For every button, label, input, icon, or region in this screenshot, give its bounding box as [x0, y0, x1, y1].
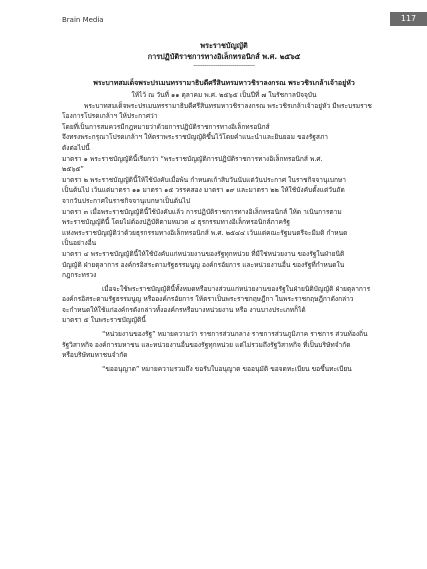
- definition-line: หรือบริษัทมหาชนจำกัด: [62, 351, 128, 360]
- royal-name-heading: พระบาทสมเด็จพระปรเมนทรรามาธิบดีศรีสินทรมหาวชิราลงกรณ พระวชิรเกล้าเจ้าอยู่หัว: [93, 79, 355, 87]
- section-4-line: บัญญัติ ฝ่ายตุลาการ องค์กรอิสระตามรัฐธรรมนูญ องค์กรอัยการ และหน่วยงานอื่น ของรัฐที่กำหนดใน: [62, 260, 345, 269]
- preamble-line: ดังต่อไปนี้: [62, 143, 90, 152]
- title-divider: ---------------------------------: [193, 62, 255, 69]
- document-subtitle: การปฏิบัติราชการทางอิเล็กทรอนิกส์ พ.ศ. ๒๕๖๕: [147, 52, 301, 61]
- section-4-para-2-line: องค์กรอิสระตามรัฐธรรมนูญ หรือองค์กรอัยการ ให้ตราเป็นพระราชกฤษฎีกา ในพระราชกฤษฎีกาดังกล่าว: [62, 295, 354, 304]
- definition-line: “หน่วยงานของรัฐ” หมายความว่า ราชการส่วนกลาง ราชการส่วนภูมิภาค ราชการ ส่วนท้องถิ่น: [102, 330, 368, 339]
- section-4-line: กฎกระทรวง: [62, 271, 97, 280]
- section-2-line: เป็นต้นไป เว้นแต่มาตรา ๑๑ มาตรา ๑๕ วรรคสอง มาตรา ๑๙ และมาตรา ๒๒ ให้ใช้บังคับตั้งแต่วันถัด: [62, 186, 345, 195]
- section-2-line: จากวันประกาศในราชกิจจานุเบกษาเป็นต้นไป: [62, 196, 191, 205]
- page-number-badge: 117: [390, 12, 427, 26]
- section-4-line: มาตรา ๔ พระราชบัญญัตินี้ให้ใช้บังคับแก่หน่วยงานของรัฐทุกหน่วย ที่มีใช่หน่วยงาน ของรัฐในฝ่ายนิติ: [62, 249, 345, 258]
- preamble-line: โองการโปรดเกล้าฯ ให้ประกาศว่า: [62, 112, 158, 121]
- definition-line: “ขออนุญาต” หมายความรวมถึง ขอรับใบอนุญาต ขออนุมัติ ขอจดทะเบียน ขอขึ้นทะเบียน: [102, 364, 352, 373]
- document-title: พระราชบัญญัติ: [200, 41, 248, 50]
- header-brand: Brain Media: [62, 16, 104, 24]
- section-5-heading: มาตรา ๕ ในพระราชบัญญัตินี้: [62, 316, 146, 325]
- section-3-line: แห่งพระราชบัญญัติว่าด้วยธุรกรรมทางอิเล็กทรอนิกส์ พ.ศ. ๒๕๔๔ เว้นแต่คณะรัฐมนตรีจะมีมติ กำหนด: [62, 228, 348, 237]
- preamble-line: โดยที่เป็นการสมควรมีกฎหมายว่าด้วยการปฏิบัติราชการทางอิเล็กทรอนิกส์: [62, 122, 270, 131]
- section-3-line: พระราชบัญญัตินี้ โดยไม่ต้องปฏิบัติตามหมวด ๔ ธุรกรรมทางอิเล็กทรอนิกส์ภาครัฐ: [62, 218, 291, 227]
- definition-line: รัฐวิสาหกิจ องค์การมหาชน และหน่วยงานอื่นของรัฐทุกหน่วย แต่ไม่รวมถึงรัฐวิสาหกิจ ที่เป็นบริษัทจำกัด: [62, 340, 351, 349]
- section-4-para-2-line: จะกำหนดให้ใช้แก่องค์กรดังกล่าวทั้งองค์กรหรือบางหน่วยงาน หรือ งานบางประเภทก็ได้: [62, 305, 306, 314]
- section-1-line: มาตรา ๑ พระราชบัญญัตินี้เรียกว่า “พระราชบัญญัติการปฏิบัติราชการทางอิเล็กทรอนิกส์ พ.ศ.: [62, 154, 323, 163]
- section-4-para-2-line: เมื่อจะใช้พระราชบัญญัตินี้ทั้งหมดหรือบางส่วนแก่หน่วยงานของรัฐในฝ่ายนิติบัญญัติ ฝ่ายตุลาการ: [102, 284, 371, 293]
- given-date-line: ให้ไว้ ณ วันที่ ๑๑ ตุลาคม พ.ศ. ๒๕๖๕ เป็นปีที่ ๗ ในรัชกาลปัจจุบัน: [131, 91, 317, 99]
- section-2-line: มาตรา ๒ พระราชบัญญัตินี้ให้ใช้บังคับเมื่อพ้น กำหนดเก้าสิบวันนับแต่วันประกาศ ในราชกิจจานุเบกษา: [62, 175, 346, 184]
- preamble-line: จึงทรงพระกรุณาโปรดเกล้าฯ ให้ตราพระราชบัญญัติขึ้นไว้โดยคำแนะนำและยินยอม ของรัฐสภา: [62, 133, 329, 142]
- section-3-line: เป็นอย่างอื่น: [62, 239, 97, 248]
- document-body: [62, 40, 386, 374]
- section-3-line: มาตรา ๓ เมื่อพระราชบัญญัตินี้ใช้บังคับแล้ว การปฏิบัติราชการทางอิเล็กทรอนิกส์ ให้ด าเนินการตาม: [62, 207, 342, 216]
- preamble-line: พระบาทสมเด็จพระปรเมนทรรามาธิบดีศรีสินทรมหาวชิราลงกรณ พระวชิรเกล้าเจ้าอยู่หัว มีพระบรมราช: [84, 101, 372, 110]
- section-1-line: ๒๕๖๕”: [62, 165, 84, 174]
